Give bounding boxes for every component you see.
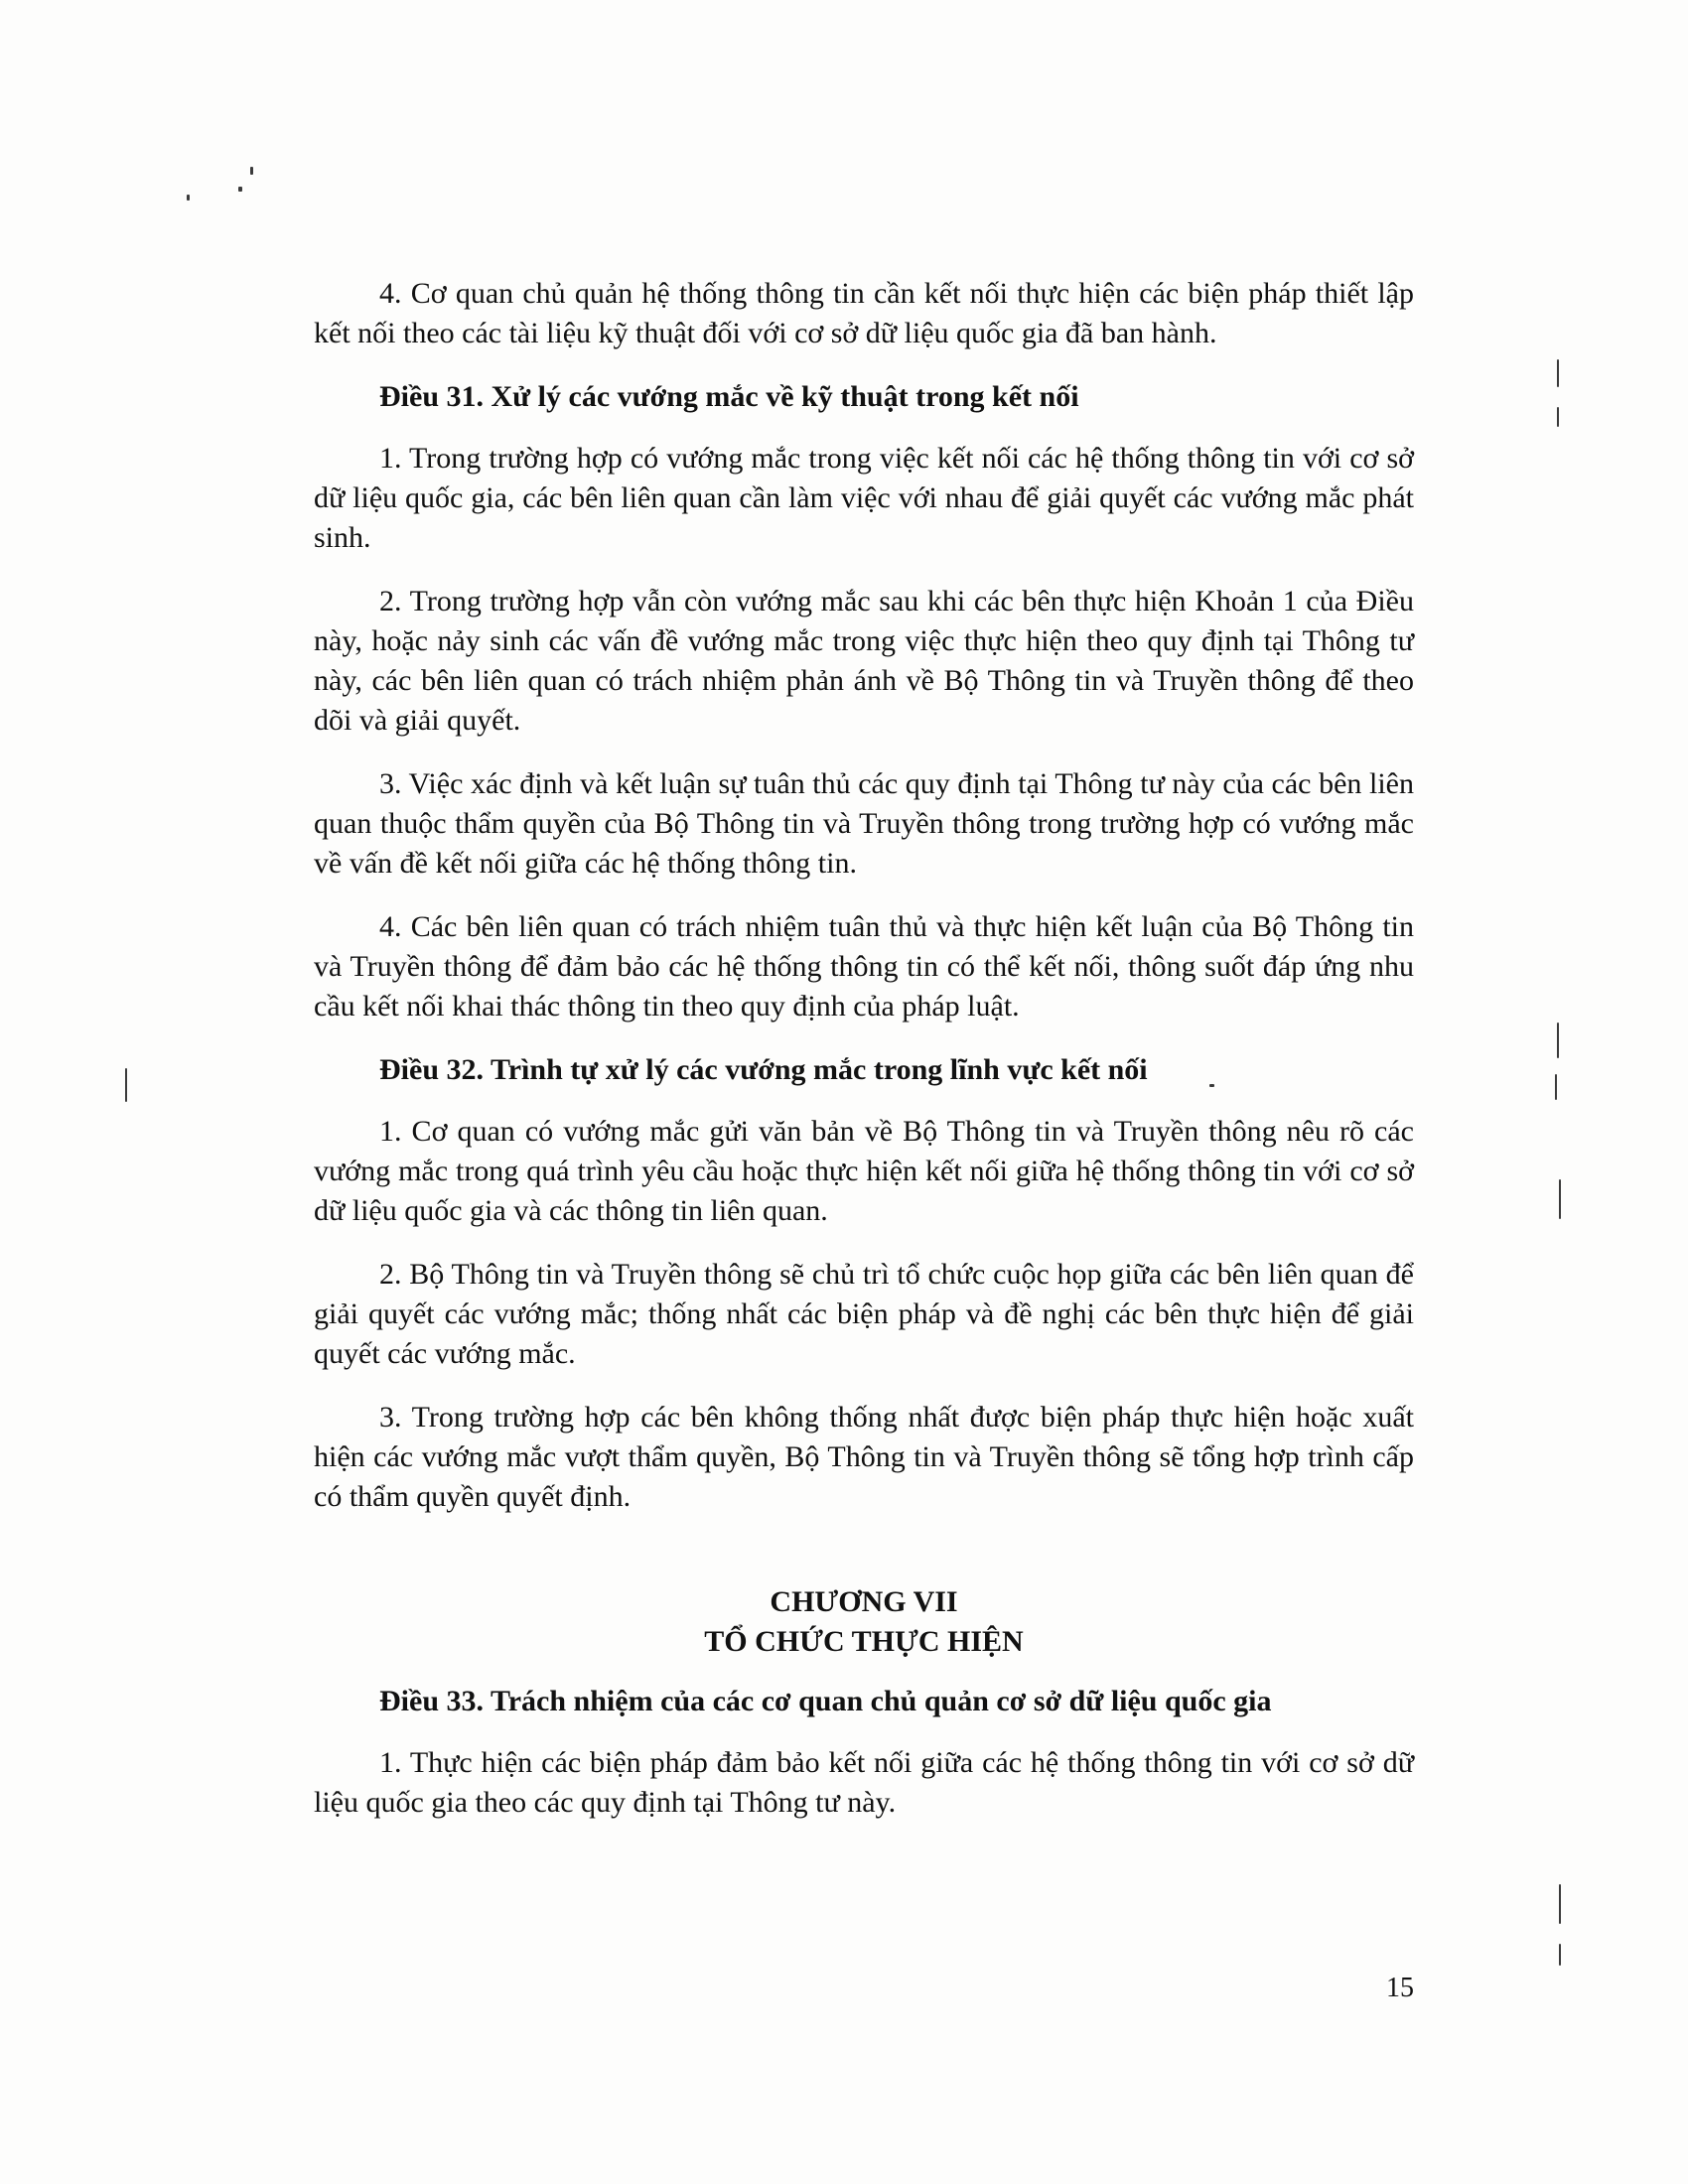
article-32-clause-2: 2. Bộ Thông tin và Truyền thông sẽ chủ trì tổ chức cuộc họp giữa các bên liên quan để giải quyết các vướng mắc; thống nhất các biện pháp và đề nghị các bên thực hiện để giải quyết các vướng mắc. [314, 1258, 1414, 1370]
article-31-clause-1: 1. Trong trường hợp có vướng mắc trong việc kết nối các hệ thống thông tin với cơ sở dữ liệu quốc gia, các bên liên quan cần làm việc với nhau để giải quyết các vướng mắc phát sinh. [314, 442, 1414, 554]
scan-speck [125, 1068, 127, 1102]
scan-speck [187, 195, 190, 201]
scan-speck [1557, 359, 1559, 387]
article-33-heading: Điều 33. Trách nhiệm của các cơ quan chủ quản cơ sở dữ liệu quốc gia [379, 1685, 1272, 1717]
scan-speck [1555, 1074, 1557, 1100]
article-31-clause-2: 2. Trong trường hợp vẫn còn vướng mắc sau khi các bên thực hiện Khoản 1 của Điều này, hoặc nảy sinh các vấn đề vướng mắc trong việc thực hiện theo quy định tại Thông tư này, các bên liên quan có trách nhiệm phản ánh về Bộ Thông tin và Truyền thông để theo dõi và giải quyết. [314, 585, 1414, 737]
scan-speck [250, 167, 253, 175]
scan-speck [1557, 1023, 1559, 1058]
page-number: 15 [1386, 1973, 1414, 2003]
scan-speck [1559, 1884, 1561, 1924]
document-body [314, 274, 1414, 1823]
scan-speck [1559, 1179, 1561, 1219]
article-33-clause-1: 1. Thực hiện các biện pháp đảm bảo kết nối giữa các hệ thống thông tin với cơ sở dữ liệu quốc gia theo các quy định tại Thông tư này. [314, 1746, 1414, 1819]
scan-speck [1559, 1944, 1561, 1966]
chapter-number: CHƯƠNG VII [770, 1585, 958, 1618]
article-31-heading: Điều 31. Xử lý các vướng mắc về kỹ thuật trong kết nối [379, 380, 1079, 413]
article-32-clause-3: 3. Trong trường hợp các bên không thống nhất được biện pháp thực hiện hoặc xuất hiện các vướng mắc vượt thẩm quyền, Bộ Thông tin và Truyền thông sẽ tổng hợp trình cấp có thẩm quyền quyết định. [314, 1401, 1414, 1513]
article-32-heading: Điều 32. Trình tự xử lý các vướng mắc trong lĩnh vực kết nối [379, 1053, 1148, 1086]
scan-speck [238, 187, 242, 192]
article-32-clause-1: 1. Cơ quan có vướng mắc gửi văn bản về Bộ Thông tin và Truyền thông nêu rõ các vướng mắc trong quá trình yêu cầu hoặc thực hiện kết nối giữa hệ thống thông tin với cơ sở dữ liệu quốc gia và các thông tin liên quan. [314, 1115, 1414, 1227]
article-31-clause-3: 3. Việc xác định và kết luận sự tuân thủ các quy định tại Thông tư này của các bên liên quan thuộc thẩm quyền của Bộ Thông tin và Truyền thông trong trường hợp có vướng mắc về vấn đề kết nối giữa các hệ thống thông tin. [314, 767, 1414, 880]
scan-speck [1557, 407, 1559, 427]
chapter-title: TỔ CHỨC THỰC HIỆN [704, 1625, 1024, 1658]
article-30-clause-4: 4. Cơ quan chủ quản hệ thống thông tin cần kết nối thực hiện các biện pháp thiết lập kết nối theo các tài liệu kỹ thuật đối với cơ sở dữ liệu quốc gia đã ban hành. [314, 277, 1414, 349]
chapter-heading [314, 1582, 1414, 1662]
article-31-clause-4: 4. Các bên liên quan có trách nhiệm tuân thủ và thực hiện kết luận của Bộ Thông tin và Truyền thông để đảm bảo các hệ thống thông tin có thể kết nối, thông suốt đáp ứng nhu cầu kết nối khai thác thông tin theo quy định của pháp luật. [314, 910, 1414, 1023]
